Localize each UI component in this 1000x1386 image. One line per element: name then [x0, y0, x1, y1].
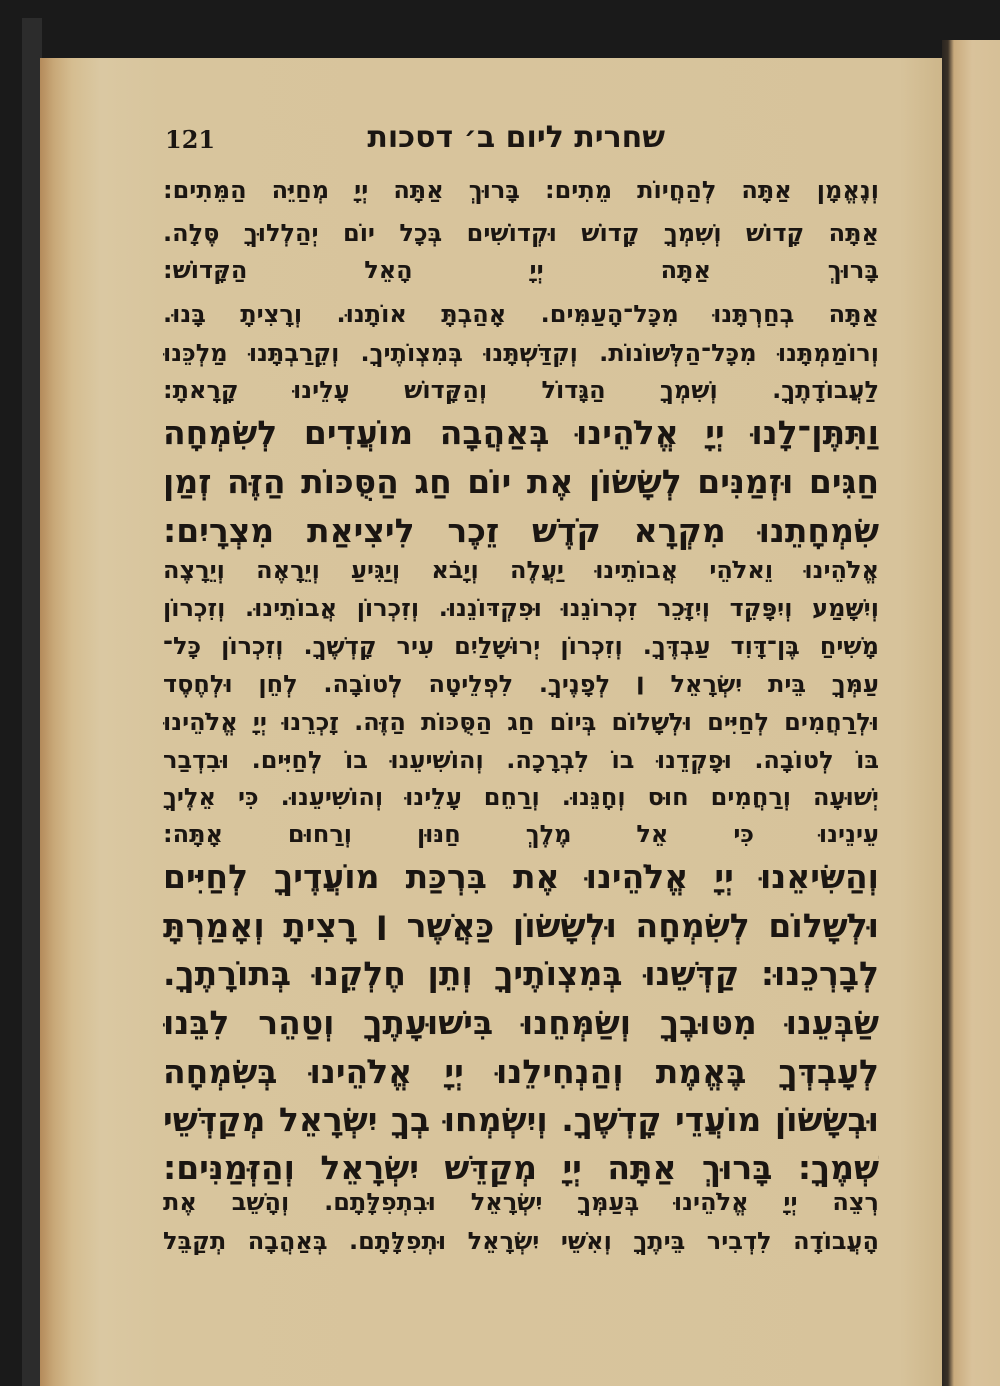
text-line: רְצֵה יְיָ אֱלֹהֵינוּ בְּעַמְּךָ יִשְׂרָאֵל וּבִתְפִלָּתָם. וְהָשֵׁב אֶת	[163, 1188, 879, 1216]
text-line: עַמְּךָ בֵּית יִשְׂרָאֵל ׀ לְפָנֶיךָ. לִפְלֵיטָה לְטוֹבָה. לְחֵן וּלְחֶסֶד	[163, 670, 879, 698]
page-header	[165, 120, 665, 170]
text-line: וְהַשִּׂיאֵנוּ יְיָ אֱלֹהֵינוּ אֶת בִּרְכַּת מוֹעֲדֶיךָ לְחַיִּים	[163, 857, 879, 896]
page-number: 121	[165, 125, 216, 154]
text-line: וְיִשָּׁמַע וְיִפָּקֵד וְיִזָּכֵר זִכְרוֹנֵנוּ וּפִקְדּוֹנֵנוּ. וְזִכְרוֹן אֲבוֹתֵינוּ. וְזִכְרוֹן	[163, 594, 879, 622]
cover-edge	[22, 18, 42, 1386]
running-title: שחרית ליום ב׳ דסכות	[367, 120, 665, 155]
text-line: וְרוֹמַמְתָּנוּ מִכָּל־הַלְּשׁוֹנוֹת. וְקִדַּשְׁתָּנוּ בְּמִצְוֹתֶיךָ. וְקֵרַבְתָּנוּ מַלְכֵּנוּ	[163, 339, 879, 367]
text-line: שִׂמְחָתֵנוּ מִקְרָא קֹדֶשׁ זֵכֶר לִיצִיאַת מִצְרָיִם:	[163, 511, 879, 550]
facing-page-edge	[942, 40, 1000, 1386]
text-line: לַעֲבוֹדָתֶךָ. וְשִׁמְךָ הַגָּדוֹל וְהַקָּדוֹשׁ עָלֵינוּ קָרָאתָ:	[163, 376, 879, 404]
text-line: לְבָרְכֵנוּ: קַדְּשֵׁנוּ בְּמִצְוֹתֶיךָ וְתֵן חֶלְקֵנוּ בְּתוֹרָתֶךָ.	[163, 954, 879, 993]
text-line: וּלְשָׁלוֹם לְשִׂמְחָה וּלְשָׂשׂוֹן כַּאֲשֶׁר ׀ רָצִיתָ וְאָמַרְתָּ	[163, 906, 879, 945]
text-line: אֱלֹהֵינוּ וֵאלֹהֵי אֲבוֹתֵינוּ יַעֲלֶה וְיָבֹא וְיַגִּיעַ וְיֵרָאֶה וְיֵרָצֶה	[163, 556, 879, 584]
text-line: שַׂבְּעֵנוּ מִטּוּבֶךָ וְשַׂמְּחֵנוּ בִּישׁוּעָתֶךָ וְטַהֵר לִבֵּנוּ	[163, 1003, 879, 1042]
text-line: אַתָּה בְחַרְתָּנוּ מִכָּל־הָעַמִּים. אָהַבְתָּ אוֹתָנוּ. וְרָצִיתָ בָּנוּ.	[163, 300, 879, 328]
text-line: לְעָבְדְּךָ בֶּאֱמֶת וְהַנְחִילֵנוּ יְיָ אֱלֹהֵינוּ בְּשִׂמְחָה	[163, 1052, 879, 1091]
text-line: אַתָּה קָדוֹשׁ וְשִׁמְךָ קָדוֹשׁ וּקְדוֹשִׁים בְּכָל יוֹם יְהַלְלוּךָ סֶּלָה.	[163, 219, 879, 247]
text-line: חַגִּים וּזְמַנִּים לְשָׂשׂוֹן אֶת יוֹם חַג הַסֻּכּוֹת הַזֶּה זְמַן	[163, 462, 879, 501]
text-line: וּבְשָׂשׂוֹן מוֹעֲדֵי קָדְשֶׁךָ. וְיִשְׂמְחוּ בְךָ יִשְׂרָאֵל מְקַדְּשֵׁי	[163, 1100, 879, 1139]
text-line: מָשִׁיחַ בֶּן־דָּוִד עַבְדֶּךָ. וְזִכְרוֹן יְרוּשָׁלַיִם עִיר קָדְשֶׁךָ. וְזִכְרוֹן כָּל־	[163, 632, 879, 660]
text-line: עֵינֵינוּ כִּי אֵל מֶלֶךְ חַנּוּן וְרַחוּם אָתָּה:	[163, 820, 879, 848]
text-line: שְׁמֶךָ: בָּרוּךְ אַתָּה יְיָ מְקַדֵּשׁ יִשְׂרָאֵל וְהַזְּמַנִּים:	[163, 1148, 879, 1187]
text-line: בָּרוּךְ אַתָּה יְיָ הָאֵל הַקָּדוֹשׁ:	[163, 256, 879, 284]
text-line: וְנֶאֱמָן אַתָּה לְהַחֲיוֹת מֵתִים: בָּרוּךְ אַתָּה יְיָ מְחַיֵּה הַמֵּתִים:	[163, 176, 879, 204]
text-line: הָעֲבוֹדָה לִדְבִיר בֵּיתֶךָ וְאִשֵּׁי יִשְׂרָאֵל וּתְפִלָּתָם. בְּאַהֲבָה תְקַבֵּל	[163, 1227, 879, 1255]
text-line: יְשׁוּעָה וְרַחֲמִים חוּס וְחָנֵּנוּ. וְרַחֵם עָלֵינוּ וְהוֹשִׁיעֵנוּ. כִּי אֵלֶיךָ	[163, 783, 879, 811]
text-line: וַתִּתֶּן־לָנוּ יְיָ אֱלֹהֵינוּ בְּאַהֲבָה מוֹעֲדִים לְשִׂמְחָה	[163, 413, 879, 452]
text-line: וּלְרַחֲמִים לְחַיִּים וּלְשָׁלוֹם בְּיוֹם חַג הַסֻּכּוֹת הַזֶּה. זָכְרֵנוּ יְיָ אֱלֹהֵינוּ	[163, 708, 879, 736]
text-line: בּוֹ לְטוֹבָה. וּפָקְדֵנוּ בוֹ לִבְרָכָה. וְהוֹשִׁיעֵנוּ בוֹ לְחַיִּים. וּבִדְבַר	[163, 746, 879, 774]
